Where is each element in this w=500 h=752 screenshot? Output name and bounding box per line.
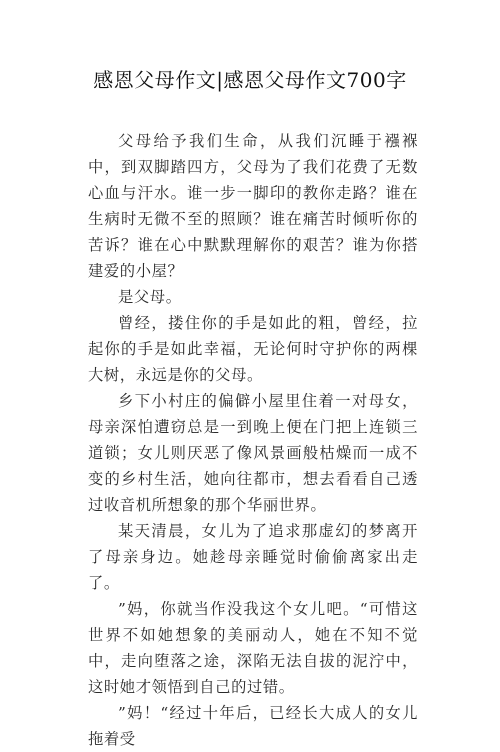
paragraph-4: 乡下小村庄的偏僻小屋里住着一对母女，母亲深怕遭窃总是一到晚上便在门把上连锁三道锁；女儿则厌恶了像风景画般枯燥而一成不变的乡村生活，她向往都市，想去看看自己透过收音机所想象的那个华丽世界。 <box>88 392 418 514</box>
paragraph-7: ”妈！“经过十年后，已经长大成人的女儿拖着受 <box>88 704 418 748</box>
paragraph-6: ”妈，你就当作没我这个女儿吧。“可惜这世界不如她想象的美丽动人，她在不知不觉中，走向堕落之途，深陷无法自拔的泥泞中，这时她才领悟到自己的过错。 <box>88 600 418 696</box>
paragraph-5: 某天清晨，女儿为了追求那虚幻的梦离开了母亲身边。她趁母亲睡觉时偷偷离家出走了。 <box>88 522 418 592</box>
document-title: 感恩父母作文|感恩父母作文700字 <box>93 68 407 92</box>
paragraph-1: 父母给予我们生命，从我们沉睡于襁褓中，到双脚踏四方，父母为了我们花费了无数心血与汗水。谁一步一脚印的教你走路？谁在生病时无微不至的照顾？谁在痛苦时倾听你的苦诉？谁在心中默默理解你的艰苦？谁为你搭建爱的小屋？ <box>88 132 418 280</box>
document-body <box>88 128 418 752</box>
paragraph-3: 曾经，搂住你的手是如此的粗，曾经，拉起你的手是如此幸福，无论何时守护你的两棵大树，永远是你的父母。 <box>88 314 418 384</box>
paragraph-2: 是父母。 <box>118 288 182 306</box>
